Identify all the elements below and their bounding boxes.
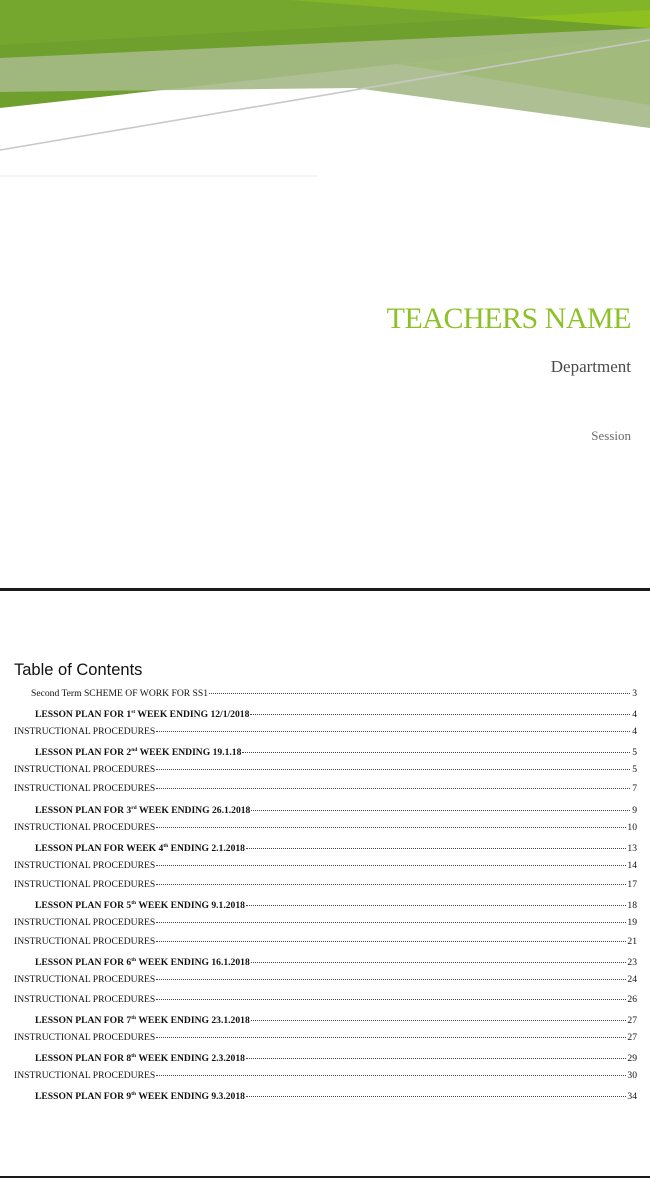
toc-page-number: 30 (627, 1069, 637, 1081)
toc-page-number: 27 (627, 1014, 637, 1026)
toc-entry-ordinal-suffix: th (131, 1052, 137, 1059)
toc-entry[interactable] (14, 856, 637, 875)
toc-entry-title-text: INSTRUCTIONAL PROCEDURES (14, 936, 156, 948)
toc-entry[interactable] (14, 1047, 637, 1066)
toc-dot-leader (251, 1020, 627, 1021)
toc-entry-title (35, 1047, 245, 1068)
toc-entry-title (35, 703, 249, 724)
toc-entry-title (35, 799, 250, 820)
toc-dot-leader (156, 1037, 626, 1038)
toc-dot-leader (246, 1096, 626, 1097)
toc-entry[interactable] (14, 913, 637, 932)
toc-page-number: 27 (627, 1031, 637, 1043)
toc-entry-title-text: INSTRUCTIONAL PROCEDURES (14, 726, 156, 738)
toc-entry-title-rest: WEEK ENDING 9.1.2018 (136, 900, 245, 912)
toc-entry-ordinal-suffix: th (131, 900, 137, 907)
toc-entry-ordinal-suffix: th (131, 1014, 137, 1021)
toc-page-number: 13 (627, 842, 637, 854)
toc-entry-title (14, 779, 155, 798)
toc-entry-ordinal-suffix: th (131, 1090, 137, 1097)
toc-entry[interactable] (14, 684, 637, 703)
toc-entry-title-rest: ENDING 2.1.2018 (168, 842, 245, 854)
toc-entry-title (31, 684, 208, 703)
toc-entry-title (35, 951, 250, 972)
toc-entry-title-text: LESSON PLAN FOR 3 (35, 804, 132, 816)
toc-entry-title-text: LESSON PLAN FOR 7 (35, 1014, 132, 1026)
toc-dot-leader (156, 788, 630, 789)
toc-entry-title (35, 894, 245, 915)
toc-dot-leader (156, 922, 626, 923)
toc-entry-title-text: INSTRUCTIONAL PROCEDURES (14, 1069, 156, 1081)
page-bottom-rule (0, 1176, 650, 1178)
toc-page-number: 29 (627, 1052, 637, 1064)
toc-entry[interactable] (14, 760, 637, 779)
toc-entry-title-text: INSTRUCTIONAL PROCEDURES (14, 783, 156, 795)
toc-dot-leader (242, 752, 630, 753)
toc-dot-leader (251, 810, 630, 811)
toc-entry-title-text: INSTRUCTIONAL PROCEDURES (14, 974, 156, 986)
toc-page-number: 3 (632, 688, 637, 699)
toc-entry[interactable] (14, 779, 637, 798)
toc-dot-leader (156, 1075, 626, 1076)
toc-entry[interactable] (14, 990, 637, 1009)
toc-page-number: 19 (627, 917, 637, 929)
toc-page-number: 26 (627, 993, 637, 1005)
toc-entry-title-rest: WEEK ENDING 23.1.2018 (136, 1014, 250, 1026)
toc-entry-title-rest: WEEK ENDING 12/1/2018 (135, 709, 250, 721)
toc-page-number: 4 (632, 726, 637, 738)
toc-page-number: 9 (632, 804, 637, 816)
toc-dot-leader (246, 905, 626, 906)
toc-page-number: 34 (627, 1090, 637, 1102)
toc-entry-ordinal-suffix: nd (131, 747, 138, 754)
toc-entry[interactable] (14, 1028, 637, 1047)
toc-entry-title-text: INSTRUCTIONAL PROCEDURES (14, 764, 156, 776)
toc-page-number: 24 (627, 974, 637, 986)
toc-entry-title (35, 1009, 250, 1030)
toc-dot-leader (156, 999, 626, 1000)
toc-entry-title-rest: WEEK ENDING 2.3.2018 (136, 1052, 245, 1064)
toc-entry-title-text: INSTRUCTIONAL PROCEDURES (14, 821, 156, 833)
toc-entry[interactable] (14, 818, 637, 837)
toc-entry-title-text: LESSON PLAN FOR 5 (35, 900, 132, 912)
toc-page-number: 21 (627, 936, 637, 948)
toc-entry-title (35, 1085, 245, 1106)
toc-entry[interactable] (14, 1066, 637, 1085)
toc-dot-leader (156, 884, 626, 885)
toc-page-number: 17 (627, 878, 637, 890)
toc-entry-ordinal-suffix: rd (131, 804, 137, 811)
toc-entry-title-text: INSTRUCTIONAL PROCEDURES (14, 993, 156, 1005)
toc-entry-title-text: LESSON PLAN FOR 1 (35, 709, 132, 721)
toc-entry[interactable] (14, 875, 637, 894)
cover-decorative-banner (0, 0, 650, 180)
toc-entry-title (14, 970, 155, 989)
toc-dot-leader (156, 865, 626, 866)
cover-session: Session (591, 428, 631, 443)
toc-entry-title (35, 837, 245, 858)
toc-entry-title (14, 932, 155, 951)
toc-entry-ordinal-suffix: th (131, 957, 137, 964)
toc-entry[interactable] (14, 703, 637, 722)
page-separator (0, 588, 650, 591)
cover-title: TEACHERS NAME (386, 302, 631, 335)
toc-dot-leader (250, 714, 630, 715)
toc-entry-title-text: INSTRUCTIONAL PROCEDURES (14, 859, 156, 871)
toc-entry[interactable] (14, 1085, 637, 1104)
toc-page-number: 14 (627, 859, 637, 871)
toc-dot-leader (246, 848, 626, 849)
toc-dot-leader (156, 827, 626, 828)
toc-entry-title-text: LESSON PLAN FOR 2 (35, 747, 132, 759)
toc-entry[interactable] (14, 951, 637, 970)
toc-page-number: 18 (627, 900, 637, 912)
table-of-contents (14, 660, 637, 1104)
toc-entry-title-rest: WEEK ENDING 16.1.2018 (136, 957, 250, 969)
toc-page-number: 23 (627, 957, 637, 969)
toc-entry[interactable] (14, 894, 637, 913)
toc-dot-leader (156, 769, 630, 770)
toc-entry-ordinal-suffix: th (163, 842, 169, 849)
toc-entry-title (14, 990, 155, 1009)
toc-page-number: 4 (632, 709, 637, 721)
toc-entry[interactable] (14, 799, 637, 818)
toc-dot-leader (246, 1058, 626, 1059)
toc-entry-title-text: INSTRUCTIONAL PROCEDURES (14, 1031, 156, 1043)
toc-entry-title-rest: WEEK ENDING 19.1.18 (137, 747, 242, 759)
toc-entry-title-rest: WEEK ENDING 26.1.2018 (136, 804, 251, 816)
toc-entry[interactable] (14, 932, 637, 951)
cover-page (0, 0, 650, 588)
toc-entry-title (14, 1066, 155, 1085)
toc-dot-leader (209, 693, 630, 694)
cover-department: Department (550, 357, 631, 376)
toc-heading: Table of Contents (14, 661, 143, 679)
toc-dot-leader (156, 979, 626, 980)
toc-entry-title (14, 1028, 155, 1047)
toc-page-number: 10 (627, 821, 637, 833)
toc-entry[interactable] (14, 970, 637, 989)
toc-entry-title-rest: WEEK ENDING 9.3.2018 (136, 1090, 245, 1102)
toc-entry-title (14, 875, 155, 894)
toc-entry[interactable] (14, 741, 637, 760)
toc-entry[interactable] (14, 837, 637, 856)
toc-entry-title-text: LESSON PLAN FOR 8 (35, 1052, 132, 1064)
toc-entry-ordinal-suffix: st (131, 709, 136, 716)
toc-entry-title (35, 741, 241, 762)
toc-entry-title (14, 760, 155, 779)
toc-entry-title-text: Second Term SCHEME OF WORK FOR SS1 (31, 688, 209, 699)
toc-entry-title-text: INSTRUCTIONAL PROCEDURES (14, 917, 156, 929)
toc-dot-leader (251, 962, 627, 963)
toc-entry-title (14, 913, 155, 932)
toc-list (14, 684, 637, 1104)
toc-entry-title (14, 856, 155, 875)
toc-page-number: 5 (632, 747, 637, 759)
toc-entry-title (14, 722, 155, 741)
toc-entry-title-text: LESSON PLAN FOR 9 (35, 1090, 132, 1102)
toc-entry[interactable] (14, 722, 637, 741)
toc-dot-leader (156, 731, 630, 732)
toc-page-number: 7 (632, 783, 637, 795)
toc-dot-leader (156, 941, 626, 942)
toc-entry[interactable] (14, 1009, 637, 1028)
toc-entry-title-text: INSTRUCTIONAL PROCEDURES (14, 878, 156, 890)
toc-entry-title (14, 818, 155, 837)
toc-entry-title-text: LESSON PLAN FOR WEEK 4 (35, 842, 164, 854)
toc-entry-title-text: LESSON PLAN FOR 6 (35, 957, 132, 969)
toc-page-number: 5 (632, 764, 637, 776)
